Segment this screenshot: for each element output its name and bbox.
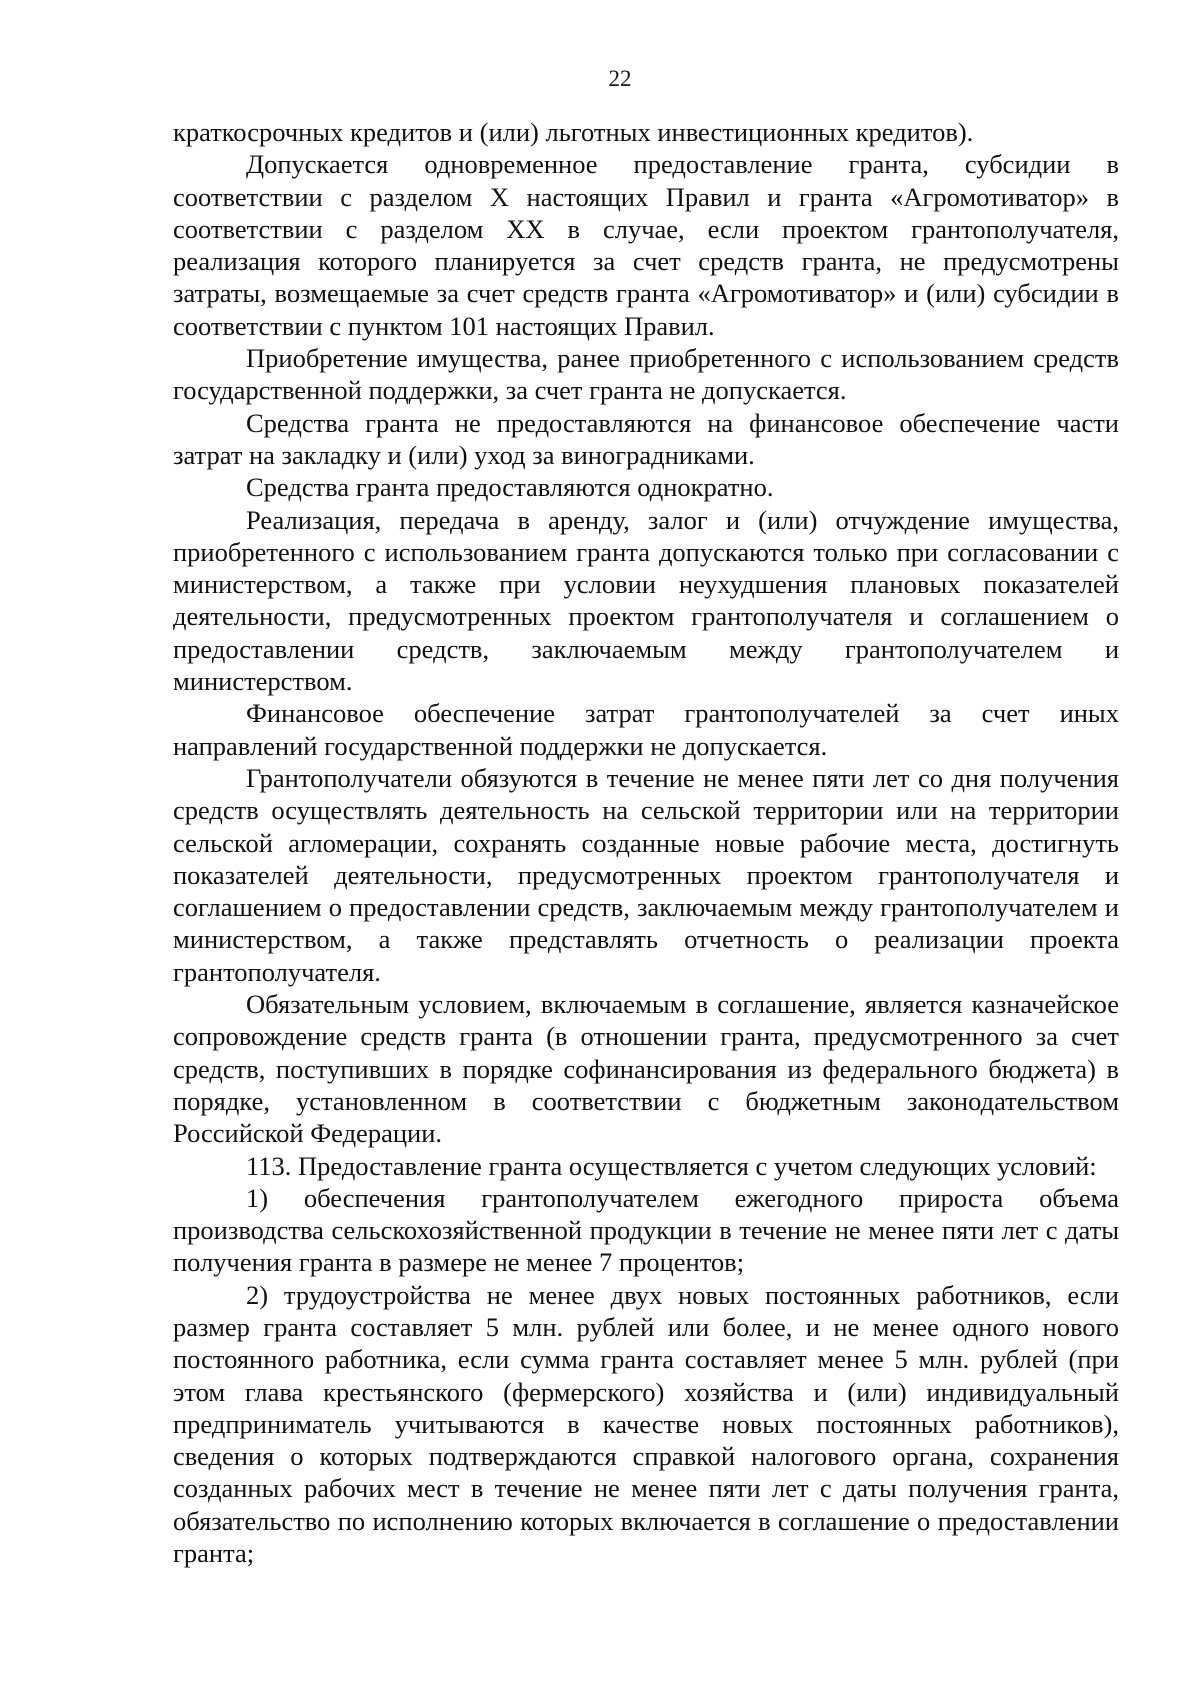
page-number: 22 bbox=[608, 66, 632, 91]
paragraph-treasury-support: Обязательным условием, включаемым в соглашение, является казначейское сопровождение средств гранта (в отношении гранта, предусмотренного за счет средств, поступивших в порядке софинансирования из федерального бюджета) в порядке, установленном в соответствии с бюджетным законодательством Российской Федерации. bbox=[173, 989, 1119, 1149]
paragraph-property-acquisition: Приобретение имущества, ранее приобретенного с использованием средств государственной поддержки, за счет гранта не допускается. bbox=[173, 343, 1119, 406]
paragraph-obligations: Грантополучатели обязуются в течение не менее пяти лет со дня получения средств осуществлять деятельность на сельской территории или на территории сельской агломерации, сохранять созданные новые рабочие места, достигнуть показателей деятельности, предусмотренных проектом грантополучателя и соглашением о предоставлении средств, заключаемым между грантополучателем и министерством, а также представлять отчетность о реализации проекта грантополучателя. bbox=[173, 762, 1119, 987]
list-item-2: 2) трудоустройства не менее двух новых постоянных работников, если размер гранта составляет 5 млн. рублей или более, и не менее одного нового постоянного работника, если сумма гранта составляет менее 5 млн. рублей (при этом глава крестьянского (фермерского) хозяйства и (или) индивидуальный предприниматель учитываются в качестве новых постоянных работников), сведения о которых подтверждаются справкой налогового органа, сохранения созданных рабочих мест в течение не менее пяти лет с даты получения гранта, обязательство по исполнению которых включается в соглашение о предоставлении гранта; bbox=[173, 1279, 1119, 1569]
paragraph-one-time: Средства гранта предоставляются однократно. bbox=[246, 472, 774, 503]
paragraph-property-disposal: Реализация, передача в аренду, залог и (или) отчуждение имущества, приобретенного с использованием гранта допускаются только при согласовании с министерством, а также при условии неухудшения плановых показателей деятельности, предусмотренных проектом грантополучателя и соглашением о предоставлении средств, заключаемым между грантополучателем и министерством. bbox=[173, 504, 1119, 697]
paragraph-item-113: 113. Предоставление гранта осуществляется с учетом следующих условий: bbox=[246, 1150, 1097, 1181]
paragraph-vineyards: Средства гранта не предоставляются на финансовое обеспечение части затрат на закладку и (или) уход за виноградниками. bbox=[173, 407, 1119, 470]
paragraph-other-support: Финансовое обеспечение затрат грантополучателей за счет иных направлений государственной поддержки не допускается. bbox=[173, 698, 1119, 761]
list-item-1: 1) обеспечения грантополучателем ежегодного прироста объема производства сельскохозяйственной продукции в течение не менее пяти лет с даты получения гранта в размере не менее 7 процентов; bbox=[173, 1182, 1119, 1278]
paragraph-simultaneous-grant: Допускается одновременное предоставление гранта, субсидии в соответствии с разделом X настоящих Правил и гранта «Агромотиватор» в соответствии с разделом XX в случае, если проектом грантополучателя, реализация которого планируется за счет средств гранта, не предусмотрены затраты, возмещаемые за счет средств гранта «Агромотиватор» и (или) субсидии в соответствии с пунктом 101 настоящих Правил. bbox=[173, 149, 1119, 341]
paragraph-continuation: краткосрочных кредитов и (или) льготных инвестиционных кредитов). bbox=[173, 117, 974, 147]
document-body bbox=[173, 116, 1119, 1569]
